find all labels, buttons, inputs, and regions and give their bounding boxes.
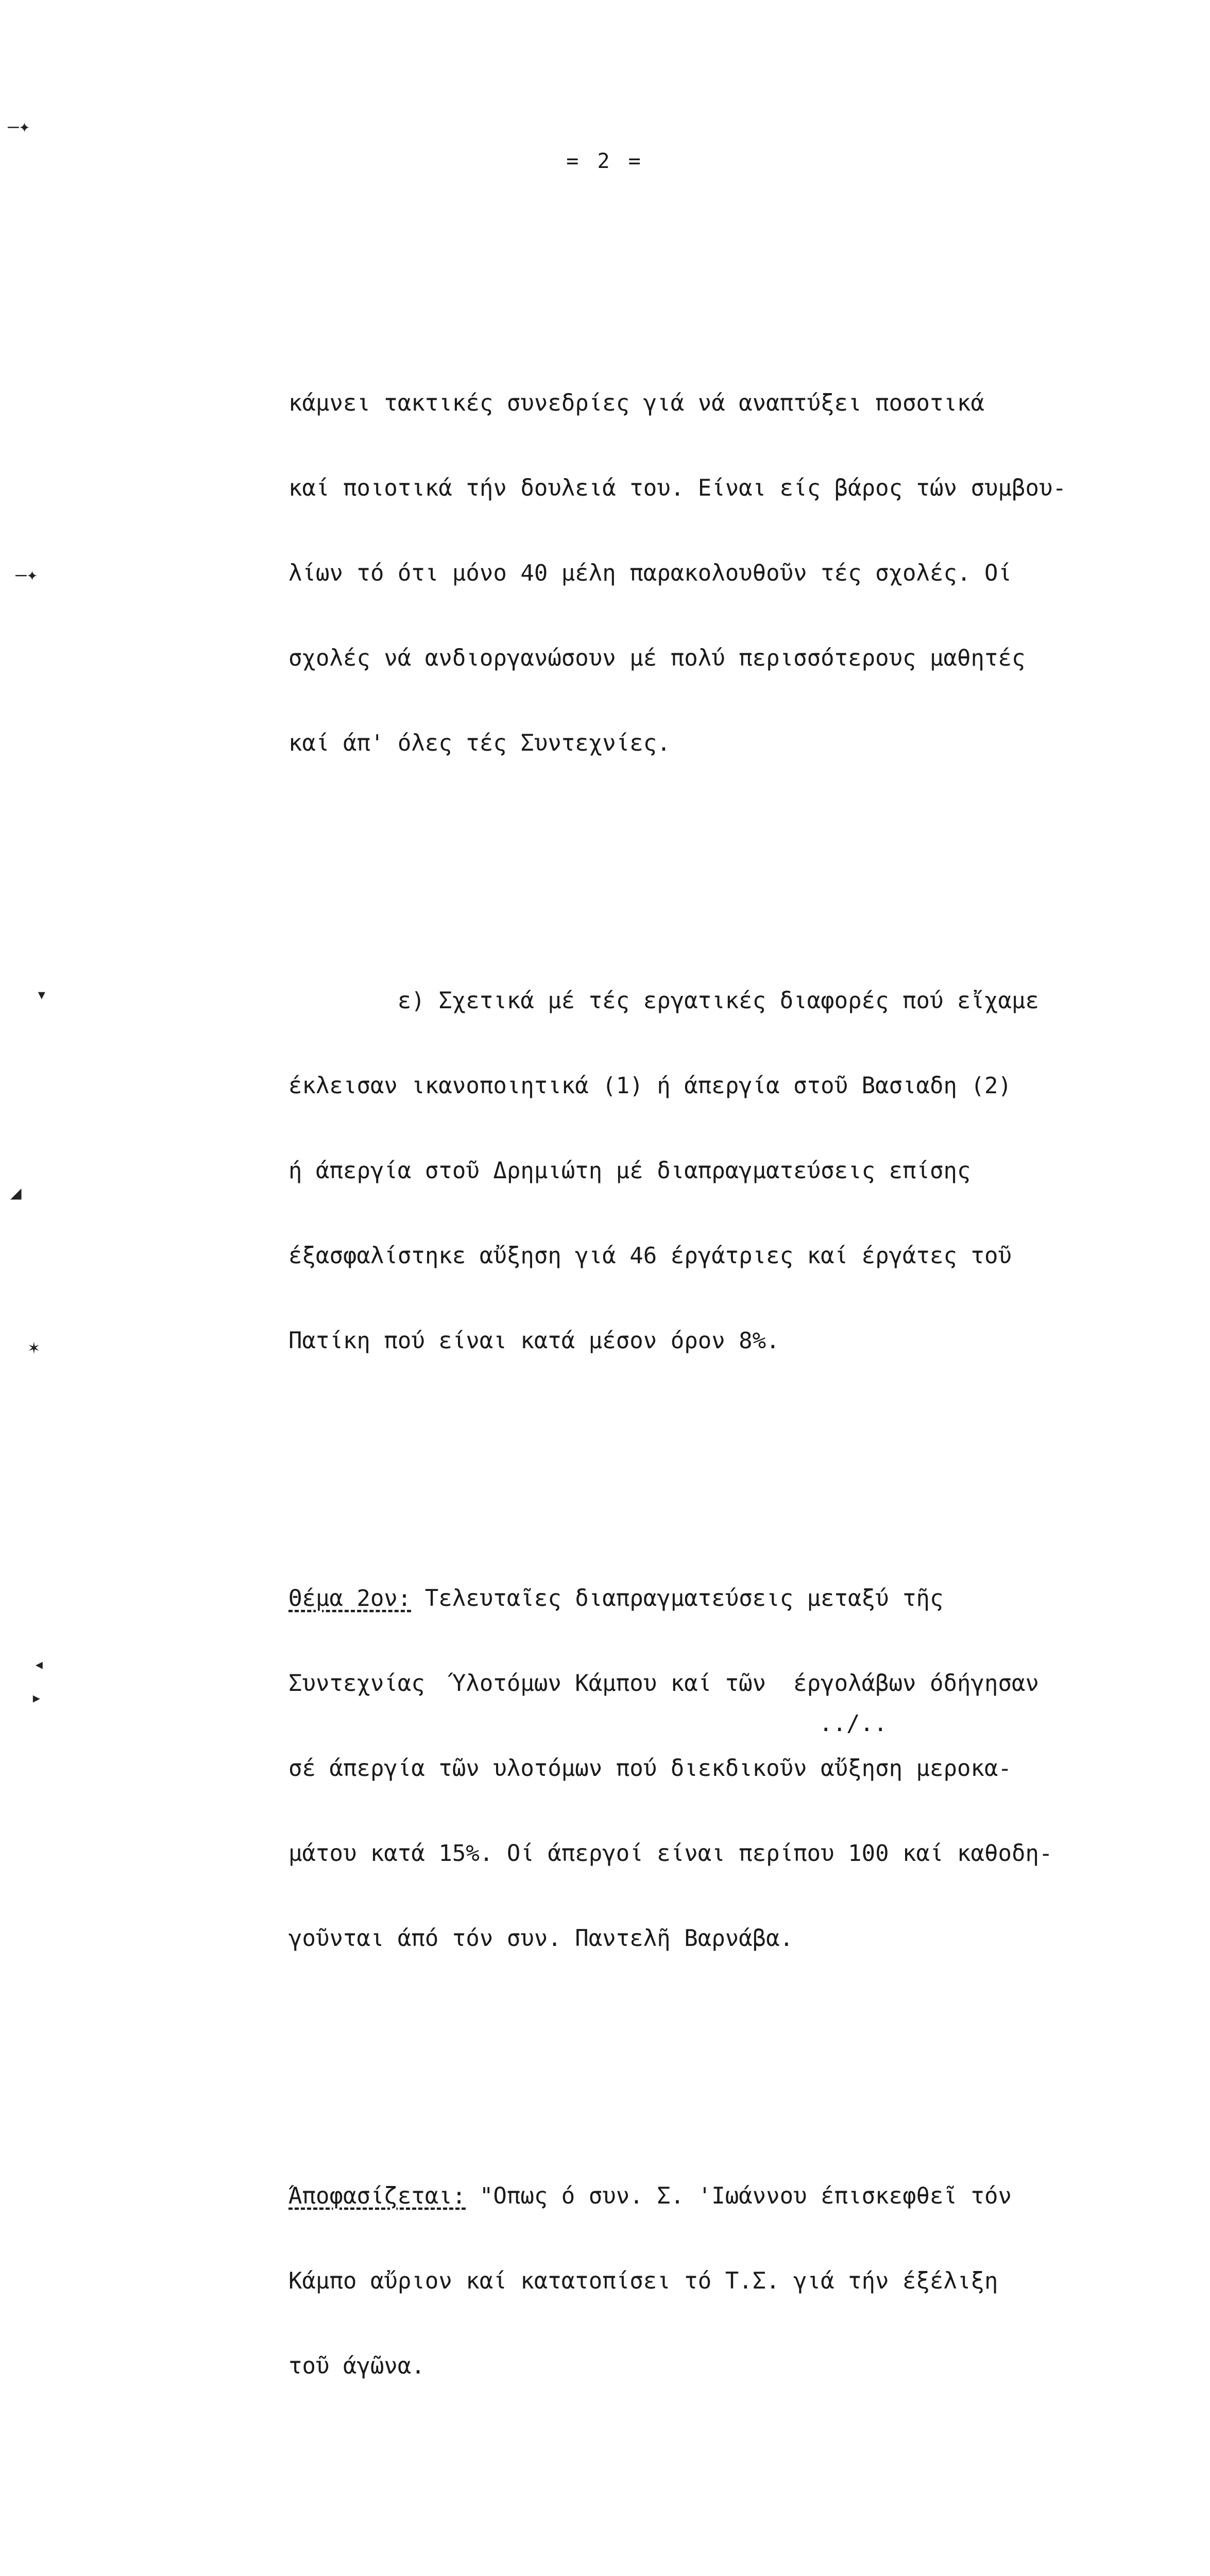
paragraph-labor-disputes: [288, 930, 1174, 1412]
document-body: [288, 247, 1174, 2576]
topic-2: [288, 1528, 1174, 2009]
text-line: σχολές νά ανδιοργανώσουν μέ πολύ περισσότερους μαθητές: [288, 645, 1026, 671]
decision-2: [288, 2125, 1174, 2437]
text-line: τοῦ άγῶνα.: [288, 2353, 425, 2379]
text-line: μάτου κατά 15%. Οί άπεργοί είναι περίπου 100 καί καθοδη-: [288, 1840, 1053, 1867]
text-line: καί ποιοτικά τήν δουλειά του. Είναι είς βάρος τών συμβου-: [288, 475, 1066, 501]
text-line: Πατίκη πού είναι κατά μέσον όρον 8%.: [288, 1328, 780, 1354]
text-line: έξασφαλίστηκε αὔξηση γιά 46 έργάτριες καί έργάτες τοῦ: [288, 1243, 1012, 1269]
text-line: λίων τό ότι μόνο 40 μέλη παρακολουθοῦν τές σχολές. Οί: [288, 560, 1012, 586]
text-line: γοῦνται άπό τόν συν. Παντελῆ Βαρνάβα.: [288, 1925, 794, 1952]
text-line: [288, 1584, 1174, 1613]
text-line: κάμνει τακτικές συνεδρίες γιά νά αναπτύξει ποσοτικά: [288, 390, 985, 416]
decision-heading: Άποφασίζεται:: [288, 2183, 466, 2209]
topic-3: [288, 2553, 1174, 2576]
page-number: = 2 =: [566, 149, 644, 173]
margin-mark: ◂: [33, 1654, 45, 1675]
text-line: σέ άπεργία τῶν υλοτόμων πού διεκδικοῦν αὔξηση μεροκα-: [288, 1755, 1012, 1782]
text-line: έκλεισαν ικανοποιητικά (1) ή άπεργία στοῦ Βασιαδη (2): [288, 1073, 1012, 1099]
margin-mark: ▸: [31, 1687, 42, 1708]
continuation-marker: ../..: [819, 1710, 888, 1737]
paragraph-schools: [288, 332, 1174, 814]
text-line: ε) Σχετικά μέ τές εργατικές διαφορές πού εἴχαμε: [288, 988, 1039, 1014]
margin-mark: —✦: [8, 116, 30, 137]
text-line: καί άπ' όλες τές Συντεχνίες.: [288, 730, 671, 756]
margin-mark: ◢: [10, 1182, 22, 1204]
margin-mark: ✶: [28, 1337, 40, 1358]
text-span: Τελευταῖες διαπραγματεύσεις μεταξύ τῆς: [411, 1585, 944, 1612]
text-line: Συντεχνίας Ύλοτόμων Κάμπου καί τῶν έργολάβων όδήγησαν: [288, 1670, 1039, 1697]
topic-heading: Θέμα 2ον:: [288, 1585, 412, 1612]
text-line: ή άπεργία στοῦ Δρημιώτη μέ διαπραγματεύσεις επίσης: [288, 1158, 971, 1184]
margin-mark: —✦: [15, 564, 38, 585]
text-span: "Οπως ό συν. Σ. 'Ιωάννου έπισκεφθεῖ τόν: [466, 2183, 1012, 2209]
text-line: Κάμπο αὔριον καί κατατοπίσει τό Τ.Σ. γιά τήν έξέλιξη: [288, 2268, 998, 2294]
text-line: [288, 2182, 1174, 2210]
margin-mark: ▾: [36, 984, 47, 1005]
